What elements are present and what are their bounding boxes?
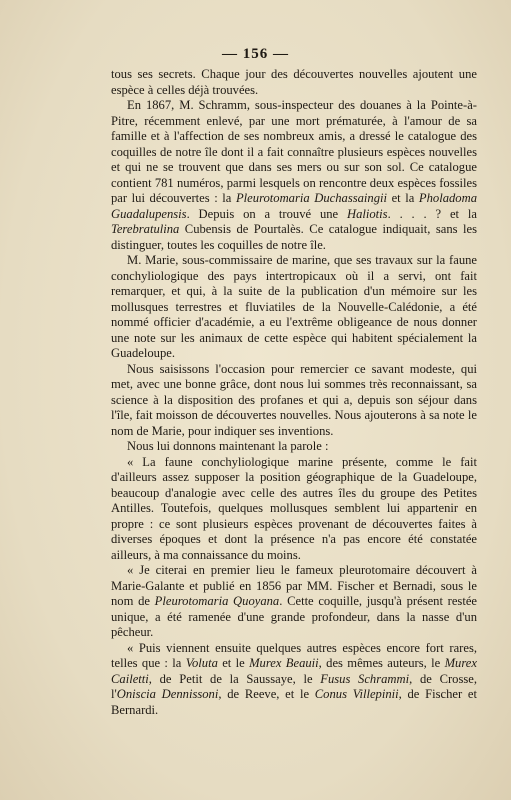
- text-run: Cubensis de Pourtalès. Ce catalogue indiquait, sans les distinguer, toutes les coquilles de notre île.: [111, 222, 477, 252]
- text-run: « La faune conchyliologique marine présente, comme le fait d'ailleurs assez supposer la position géographique de la Guadeloupe, beaucoup d'analogie avec celle des autres îles du groupe des Petites Antilles. Toutefois, quelques mollusques semblent lui appartenir en propre : ce sont plusieurs espèces provenant de découvertes faites à diverses époques et dont la présence n'a pas encore été constatée ailleurs, à ma connaissance du moins.: [111, 454, 477, 562]
- paragraph: [111, 362, 477, 440]
- text-run: , de Fischer et Bernardi.: [111, 687, 477, 717]
- italic-term: Voluta: [185, 656, 218, 670]
- italic-term: Oniscia Dennissoni: [116, 687, 219, 701]
- text-run: tous ses secrets. Chaque jour des découvertes nouvelles ajoutent une espèce à celles déjà trouvées.: [111, 67, 477, 97]
- body-text: [111, 67, 477, 718]
- paragraph: [111, 98, 477, 253]
- italic-term: Pleurotomaria Quoyana: [154, 594, 280, 608]
- text-run: , de Crosse, l': [111, 671, 478, 701]
- italic-term: Murex Beauii: [249, 656, 319, 670]
- paragraph: [111, 253, 477, 362]
- text-run: , de Reeve, et le: [218, 687, 315, 701]
- text-run: Nous saisissons l'occasion pour remercier ce savant modeste, qui met, avec une bonne grâce, dont nous lui sommes très reconnaissant, sa science à la disposition des profanes et qui a, depuis son séjour dans l'île, fait moisson de découvertes nouvelles. Nous ajouterons à sa note le nom de Marie, pour indiquer ses inventions.: [111, 361, 477, 438]
- italic-term: Haliotis: [346, 206, 388, 221]
- text-run: . Depuis on a trouvé une: [186, 206, 347, 221]
- text-run: M. Marie, sous-commissaire de marine, que ses travaux sur la faune conchyliologique des pays intertropicaux où il a servi, ont fait remarquer, et qui, à la suite de la publication d'un mémoire sur les mollusques terrestres et fluviatiles de la Nouvelle-Calédonie, a été nommé officier d'académie, a eu l'extrême obligeance de nous donner une note sur les animaux de cette espèce qui habitent spécialement la Guadeloupe.: [111, 253, 477, 360]
- italic-term: Terebratulina: [111, 222, 180, 236]
- italic-term: Pholadoma Guadalupensis: [111, 191, 477, 221]
- text-run: , des mêmes auteurs, le: [318, 656, 445, 670]
- italic-term: Fusus Schrammi: [320, 671, 410, 686]
- paragraph: [111, 641, 477, 719]
- text-run: En 1867, M. Schramm, sous-inspecteur des douanes à la Pointe-à-Pitre, récemment enlevé, par une mort prématurée, à l'amour de sa famille et à l'affection de ses nombreux amis, a dressé le catalogue des coquilles de notre île dont il a fait connaître plusieurs espèces nouvelles et qui ne se trouvent que dans ses mers ou sur son sol. Ce catalogue contient 781 numéros, parmi lesquels on rencontre deux espèces fossiles par lui découvertes : la: [111, 98, 477, 205]
- italic-term: Conus Villepinii: [314, 687, 399, 701]
- paragraph: [111, 455, 477, 564]
- text-run: « Je citerai en premier lieu le fameux pleurotomaire découvert à Marie-Galante et publié en 1856 par MM. Fischer et Bernadi, sous le nom de: [111, 563, 477, 608]
- text-run: et la: [387, 191, 419, 205]
- text-run: , de Petit de la Saussaye, le: [148, 671, 321, 686]
- paragraph: [111, 67, 477, 98]
- paragraph: [111, 439, 477, 455]
- italic-term: Murex Cailetti: [111, 656, 477, 686]
- paragraph: [111, 563, 477, 641]
- text-run: . . . . ? et la: [387, 206, 477, 221]
- text-run: . Cette coquille, jusqu'à présent restée unique, a été ramenée d'une grande profondeur, dans la nasse d'un pêcheur.: [111, 594, 478, 639]
- text-run: Nous lui donnons maintenant la parole :: [127, 439, 329, 453]
- italic-term: Pleurotomaria Duchassaingii: [235, 191, 388, 205]
- text-run: et le: [217, 656, 250, 670]
- text-run: « Puis viennent ensuite quelques autres espèces encore fort rares, telles que : la: [111, 640, 477, 670]
- page-number: — 156 —: [222, 46, 289, 62]
